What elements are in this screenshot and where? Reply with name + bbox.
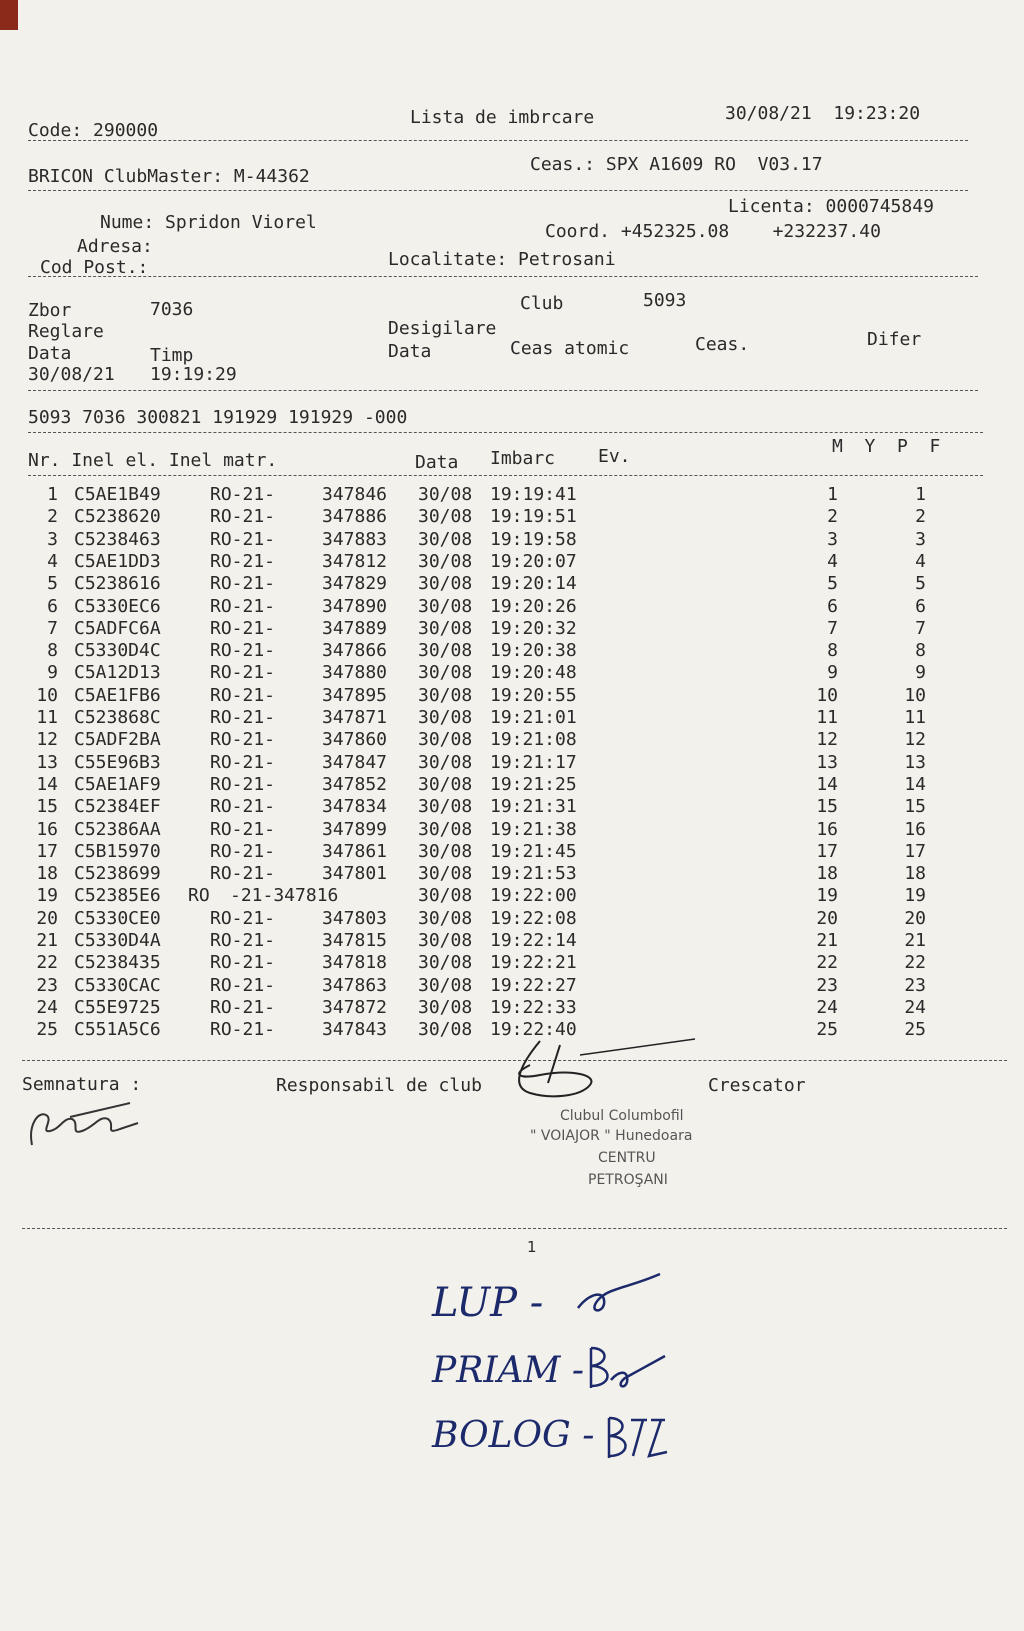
col-m: 16 [816,819,838,840]
table-row [0,752,1024,774]
electronic-ring: C5ADF2BA [74,729,161,750]
col-m: 21 [816,930,838,951]
coordinates-field: Coord. +452325.08 +232237.40 [545,221,881,242]
row-number: 8 [47,640,58,661]
club-number: 5093 [643,290,687,311]
ring-prefix: RO-21- [210,975,276,996]
table-row [0,529,1024,551]
ring-number: 347895 [322,685,388,706]
table-row [0,908,1024,930]
row-number: 25 [36,1019,58,1040]
handwritten-note-2: PRIAM - [432,1350,585,1391]
column-header-rings: Nr. Inel el. Inel matr. [28,450,278,471]
col-p: 2 [915,506,926,527]
ring-prefix: RO-21- [210,841,276,862]
col-m: 14 [816,774,838,795]
electronic-ring: C5238620 [74,506,161,527]
row-number: 2 [47,506,58,527]
electronic-ring: C5330D4C [74,640,161,661]
table-row [0,484,1024,506]
handwritten-mark-3 [603,1412,673,1467]
table-row [0,863,1024,885]
signature-handwritten [20,1095,140,1155]
basketing-time: 19:21:25 [490,774,577,795]
col-m: 15 [816,796,838,817]
row-number: 3 [47,529,58,550]
ring-prefix: RO-21- [210,752,276,773]
table-row [0,618,1024,640]
electronic-ring: C5238699 [74,863,161,884]
code-field: Code: 290000 [28,120,159,141]
column-header-date: Data [415,452,459,473]
col-p: 5 [915,573,926,594]
basketing-time: 19:22:08 [490,908,577,929]
col-p: 13 [904,752,926,773]
col-m: 25 [816,1019,838,1040]
electronic-ring: C5A12D13 [74,662,161,683]
row-number: 16 [36,819,58,840]
ring-number: -21-347816 [230,885,339,906]
electronic-ring: C5238435 [74,952,161,973]
ring-number: 347801 [322,863,388,884]
table-row [0,662,1024,684]
col-p: 6 [915,596,926,617]
col-m: 5 [827,573,838,594]
column-header-mypf: M Y P F [832,436,941,457]
table-row [0,685,1024,707]
ring-prefix: RO-21- [210,596,276,617]
row-number: 5 [47,573,58,594]
col-p: 11 [904,707,926,728]
clock-label: Ceas. [695,334,750,355]
difference-label: Difer [867,329,922,350]
col-p: 15 [904,796,926,817]
ring-prefix: RO-21- [210,729,276,750]
column-header-basketing: Imbarc [490,448,556,469]
basketing-date: 30/08 [418,819,473,840]
col-p: 1 [915,484,926,505]
club-stamp-line3: CENTRU [598,1150,656,1166]
col-p: 14 [904,774,926,795]
col-m: 7 [827,618,838,639]
electronic-ring: C5330CAC [74,975,161,996]
adjustment-date: 30/08/21 [28,364,115,385]
row-number: 1 [47,484,58,505]
ring-prefix: RO-21- [210,707,276,728]
basketing-time: 19:22:21 [490,952,577,973]
electronic-ring: C5AE1B49 [74,484,161,505]
ring-number: 347812 [322,551,388,572]
table-row [0,997,1024,1019]
table-row [0,952,1024,974]
column-header-ev: Ev. [598,446,631,467]
ring-prefix: RO-21- [210,997,276,1018]
postal-code-field: Cod Post.: [40,257,149,278]
ring-number: 347899 [322,819,388,840]
row-number: 23 [36,975,58,996]
basketing-time: 19:21:53 [490,863,577,884]
col-p: 18 [904,863,926,884]
basketing-date: 30/08 [418,506,473,527]
col-m: 2 [827,506,838,527]
divider [28,432,983,433]
table-row [0,573,1024,595]
col-m: 11 [816,707,838,728]
electronic-ring: C52385E6 [74,885,161,906]
col-m: 23 [816,975,838,996]
ring-number: 347803 [322,908,388,929]
divider [28,276,978,277]
basketing-date: 30/08 [418,908,473,929]
document-title: Lista de imbrcare [410,107,595,128]
row-number: 4 [47,551,58,572]
electronic-ring: C55E96B3 [74,752,161,773]
row-number: 21 [36,930,58,951]
col-m: 13 [816,752,838,773]
electronic-ring: C551A5C6 [74,1019,161,1040]
col-m: 22 [816,952,838,973]
basketing-time: 19:21:01 [490,707,577,728]
row-number: 7 [47,618,58,639]
basketing-time: 19:20:14 [490,573,577,594]
name-field: Nume: Spridon Viorel [100,212,317,233]
table-row [0,796,1024,818]
row-number: 15 [36,796,58,817]
ring-number: 347829 [322,573,388,594]
electronic-ring: C5B15970 [74,841,161,862]
table-row [0,640,1024,662]
basketing-date: 30/08 [418,707,473,728]
basketing-time: 19:20:38 [490,640,577,661]
club-stamp-line1: Clubul Columbofil [560,1108,684,1124]
ring-prefix: RO-21- [210,1019,276,1040]
ring-number: 347818 [322,952,388,973]
col-p: 17 [904,841,926,862]
basketing-date: 30/08 [418,618,473,639]
col-p: 23 [904,975,926,996]
ring-number: 347880 [322,662,388,683]
basketing-time: 19:20:32 [490,618,577,639]
basketing-time: 19:22:14 [490,930,577,951]
electronic-ring: C5AE1AF9 [74,774,161,795]
adjustment-date-label: Data [28,343,72,364]
basketing-date: 30/08 [418,551,473,572]
handwritten-mark-2 [585,1342,670,1397]
col-m: 10 [816,685,838,706]
row-number: 6 [47,596,58,617]
table-row [0,930,1024,952]
basketing-time: 19:20:55 [490,685,577,706]
ring-prefix: RO [188,885,210,906]
row-number: 24 [36,997,58,1018]
basketing-date: 30/08 [418,729,473,750]
table-row [0,729,1024,751]
basketing-date: 30/08 [418,997,473,1018]
adjustment-time-label: Timp [150,345,194,366]
address-field: Adresa: [77,236,153,257]
electronic-ring: C5ADFC6A [74,618,161,639]
col-p: 25 [904,1019,926,1040]
basketing-time: 19:20:07 [490,551,577,572]
adjustment-label: Reglare [28,321,104,342]
divider [28,475,983,476]
table-row [0,707,1024,729]
row-number: 13 [36,752,58,773]
basketing-date: 30/08 [418,841,473,862]
page-number: 1 [527,1238,537,1256]
basketing-time: 19:22:33 [490,997,577,1018]
col-p: 22 [904,952,926,973]
locality-field: Localitate: Petrosani [388,249,616,270]
ring-prefix: RO-21- [210,685,276,706]
col-m: 4 [827,551,838,572]
row-number: 18 [36,863,58,884]
ring-prefix: RO-21- [210,952,276,973]
row-number: 22 [36,952,58,973]
ring-number: 347872 [322,997,388,1018]
col-p: 24 [904,997,926,1018]
ring-number: 347886 [322,506,388,527]
flight-number: 7036 [150,299,194,320]
electronic-ring: C55E9725 [74,997,161,1018]
basketing-date: 30/08 [418,685,473,706]
ring-number: 347871 [322,707,388,728]
basketing-date: 30/08 [418,662,473,683]
electronic-ring: C5AE1FB6 [74,685,161,706]
ring-prefix: RO-21- [210,551,276,572]
ring-prefix: RO-21- [210,930,276,951]
unsealing-date-label: Data [388,341,432,362]
table-row [0,841,1024,863]
col-m: 9 [827,662,838,683]
flight-code-line: 5093 7036 300821 191929 191929 -000 [28,407,408,428]
electronic-ring: C5AE1DD3 [74,551,161,572]
ring-prefix: RO-21- [210,618,276,639]
ring-number: 347815 [322,930,388,951]
ring-prefix: RO-21- [210,573,276,594]
basketing-time: 19:22:00 [490,885,577,906]
scan-corner-mark [0,0,18,30]
divider [28,390,978,391]
basketing-date: 30/08 [418,885,473,906]
col-m: 8 [827,640,838,661]
basketing-time: 19:20:26 [490,596,577,617]
basketing-date: 30/08 [418,863,473,884]
divider [28,190,968,191]
ring-number: 347883 [322,529,388,550]
col-m: 3 [827,529,838,550]
ring-number: 347889 [322,618,388,639]
basketing-time: 19:20:48 [490,662,577,683]
clock-field: Ceas.: SPX A1609 RO V03.17 [530,154,823,175]
row-number: 11 [36,707,58,728]
row-number: 20 [36,908,58,929]
handwritten-mark-1 [570,1270,665,1320]
table-row [0,819,1024,841]
basketing-date: 30/08 [418,573,473,594]
basketing-date: 30/08 [418,529,473,550]
table-row [0,551,1024,573]
club-stamp-line2: " VOIAJOR " Hunedoara [530,1128,693,1144]
basketing-time: 19:19:41 [490,484,577,505]
electronic-ring: C5238463 [74,529,161,550]
electronic-ring: C523868C [74,707,161,728]
basketing-date: 30/08 [418,1019,473,1040]
col-m: 24 [816,997,838,1018]
ring-prefix: RO-21- [210,908,276,929]
row-number: 12 [36,729,58,750]
license-field: Licenta: 0000745849 [728,196,934,217]
ring-number: 347846 [322,484,388,505]
handwritten-note-3: BOLOG - [432,1415,595,1456]
col-p: 20 [904,908,926,929]
ring-number: 347847 [322,752,388,773]
flight-label: Zbor [28,300,72,321]
ring-number: 347860 [322,729,388,750]
col-p: 8 [915,640,926,661]
print-datetime: 30/08/21 19:23:20 [725,103,921,124]
ring-number: 347890 [322,596,388,617]
electronic-ring: C5330EC6 [74,596,161,617]
ring-prefix: RO-21- [210,529,276,550]
basketing-time: 19:21:17 [490,752,577,773]
table-row [0,885,1024,907]
basketing-time: 19:21:38 [490,819,577,840]
table-row [0,774,1024,796]
table-row [0,596,1024,618]
col-m: 1 [827,484,838,505]
basketing-date: 30/08 [418,640,473,661]
row-number: 17 [36,841,58,862]
col-m: 12 [816,729,838,750]
ring-number: 347852 [322,774,388,795]
row-number: 9 [47,662,58,683]
ring-prefix: RO-21- [210,506,276,527]
clubmaster-field: BRICON ClubMaster: M-44362 [28,166,310,187]
col-m: 20 [816,908,838,929]
basketing-date: 30/08 [418,952,473,973]
ring-prefix: RO-21- [210,796,276,817]
signature-label: Semnatura : [22,1074,142,1095]
atomic-clock-label: Ceas atomic [510,338,630,359]
table-row [0,975,1024,997]
adjustment-time: 19:19:29 [150,364,237,385]
basketing-date: 30/08 [418,774,473,795]
electronic-ring: C5330D4A [74,930,161,951]
ring-prefix: RO-21- [210,640,276,661]
electronic-ring: C5330CE0 [74,908,161,929]
divider [22,1228,1007,1229]
col-p: 3 [915,529,926,550]
col-p: 10 [904,685,926,706]
col-p: 7 [915,618,926,639]
electronic-ring: C5238616 [74,573,161,594]
col-m: 19 [816,885,838,906]
col-m: 18 [816,863,838,884]
basketing-time: 19:21:45 [490,841,577,862]
row-number: 10 [36,685,58,706]
col-p: 9 [915,662,926,683]
basketing-date: 30/08 [418,484,473,505]
ring-number: 347863 [322,975,388,996]
basketing-date: 30/08 [418,975,473,996]
electronic-ring: C52384EF [74,796,161,817]
ring-number: 347843 [322,1019,388,1040]
ring-number: 347866 [322,640,388,661]
club-stamp-line4: PETROŞANI [588,1172,668,1188]
divider [28,140,968,141]
basketing-time: 19:19:58 [490,529,577,550]
col-p: 16 [904,819,926,840]
basketing-date: 30/08 [418,596,473,617]
ring-prefix: RO-21- [210,662,276,683]
ring-number: 347861 [322,841,388,862]
electronic-ring: C52386AA [74,819,161,840]
breeder-label: Crescator [708,1075,806,1096]
row-number: 14 [36,774,58,795]
basketing-time: 19:21:31 [490,796,577,817]
col-p: 19 [904,885,926,906]
club-label: Club [520,293,564,314]
ring-number: 347834 [322,796,388,817]
basketing-date: 30/08 [418,796,473,817]
col-m: 6 [827,596,838,617]
basketing-time: 19:22:27 [490,975,577,996]
col-p: 12 [904,729,926,750]
club-signature-handwritten [500,1035,700,1110]
basketing-time: 19:22:40 [490,1019,577,1040]
col-m: 17 [816,841,838,862]
ring-prefix: RO-21- [210,863,276,884]
basketing-time: 19:21:08 [490,729,577,750]
ring-prefix: RO-21- [210,819,276,840]
table-row [0,506,1024,528]
basketing-date: 30/08 [418,930,473,951]
basketing-date: 30/08 [418,752,473,773]
col-p: 4 [915,551,926,572]
handwritten-note-1: LUP - [432,1280,544,1326]
club-responsible-label: Responsabil de club [276,1075,482,1096]
col-p: 21 [904,930,926,951]
unsealing-label: Desigilare [388,318,497,339]
row-number: 19 [36,885,58,906]
ring-prefix: RO-21- [210,774,276,795]
basketing-time: 19:19:51 [490,506,577,527]
ring-prefix: RO-21- [210,484,276,505]
